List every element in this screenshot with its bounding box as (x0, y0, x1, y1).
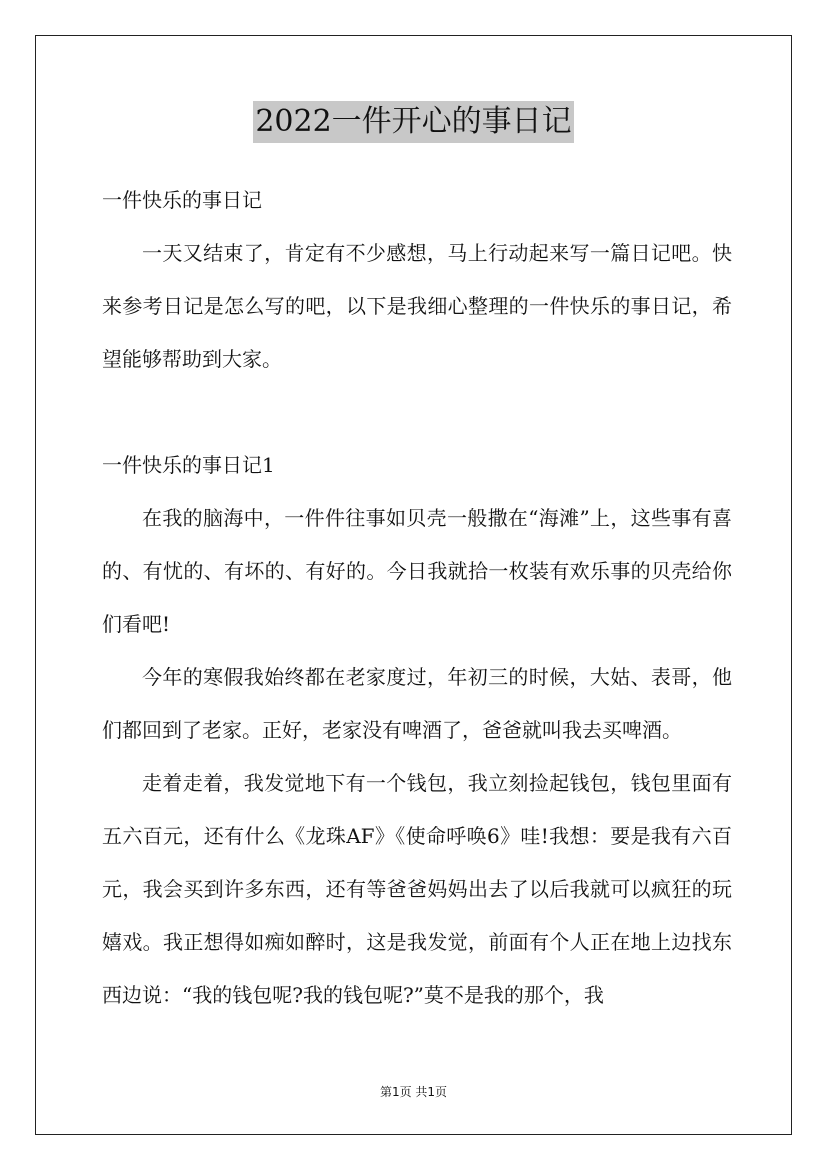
page-number: 第1页 共1页 (379, 1085, 448, 1099)
intro-heading: 一件快乐的事日记 (102, 188, 262, 212)
document-title: 2022一件开心的事日记 (253, 101, 573, 143)
body-paragraph: 走着走着，我发觉地下有一个钱包，我立刻捡起钱包，钱包里面有五六百元，还有什么《龙珠AF》《使命呼唤6》哇!我想：要是我有六百元，我会买到许多东西，还有等爸爸妈妈出去了以后我就可以疯狂的玩嬉戏。我正想得如痴如醉时，这是我发觉，前面有个人正在地上边找东西边说：“我的钱包呢?我的钱包呢?”莫不是我的那个，我 (102, 771, 732, 1007)
section-heading: 一件快乐的事日记1 (102, 453, 275, 477)
body-paragraph: 在我的脑海中，一件件往事如贝壳一般撒在“海滩”上，这些事有喜的、有忧的、有坏的、有好的。今日我就拾一枚装有欢乐事的贝壳给你们看吧! (102, 506, 732, 636)
spacer (102, 386, 732, 439)
title-container (0, 101, 827, 143)
document-body (102, 174, 732, 1022)
intro-paragraph: 一天又结束了，肯定有不少感想，马上行动起来写一篇日记吧。快来参考日记是怎么写的吧，以下是我细心整理的一件快乐的事日记，希望能够帮助到大家。 (102, 241, 732, 371)
page-footer (0, 1083, 827, 1101)
body-paragraph: 今年的寒假我始终都在老家度过，年初三的时候，大姑、表哥，他们都回到了老家。正好，老家没有啤酒了，爸爸就叫我去买啤酒。 (102, 665, 732, 742)
